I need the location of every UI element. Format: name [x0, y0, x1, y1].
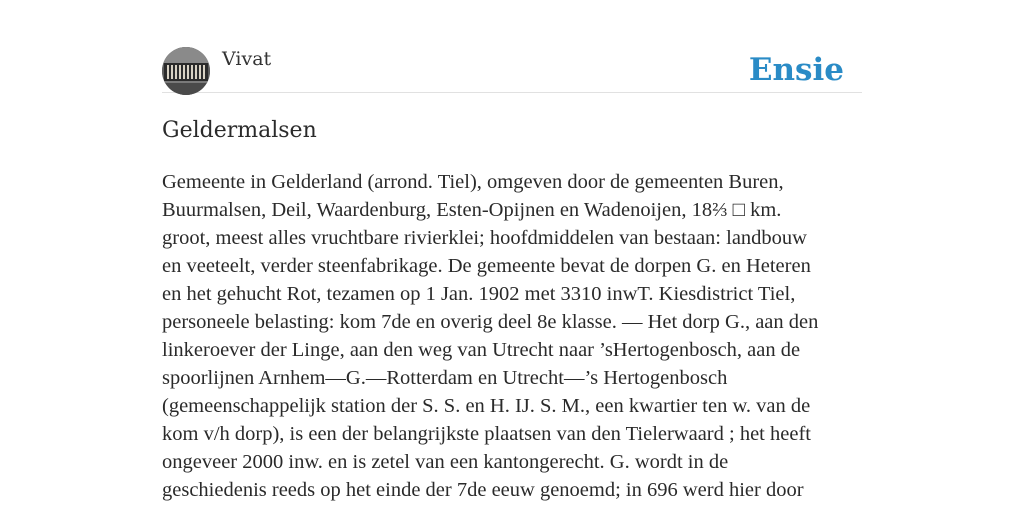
article-line: kom v/h dorp), is een der belangrijkste plaatsen van den Tielerwaard ; het heeft: [162, 423, 811, 445]
article-title: Geldermalsen: [162, 118, 317, 143]
page-header: [162, 46, 862, 93]
article-line: en veeteelt, verder steenfabrikage. De gemeente bevat de dorpen G. en Heteren: [162, 255, 811, 277]
article-line: geschiedenis reeds op het einde der 7de eeuw genoemd; in 696 werd hier door: [162, 479, 804, 501]
article-line: spoorlijnen Arnhem—G.—Rotterdam en Utrecht—’s Hertogenbosch: [162, 367, 728, 389]
article-body: [162, 168, 862, 504]
article-line: groot, meest alles vruchtbare rivierklei; hoofdmiddelen van bestaan: landbouw: [162, 227, 807, 249]
article-line: Buurmalsen, Deil, Waardenburg, Esten-Opijnen en Wadenoijen, 18⅔ □ km.: [162, 199, 782, 221]
author-avatar[interactable]: [162, 47, 210, 95]
article-line: linkeroever der Linge, aan den weg van Utrecht naar ’sHertogenbosch, aan de: [162, 339, 801, 361]
article-line: personeele belasting: kom 7de en overig deel 8e klasse. — Het dorp G., aan den: [162, 311, 819, 333]
article-line: ongeveer 2000 inw. en is zetel van een kantongerecht. G. wordt in de: [162, 451, 729, 473]
bookshelf-avatar-image: [162, 47, 210, 95]
article-line: (gemeenschappelijk station der S. S. en H. IJ. S. M., een kwartier ten w. van de: [162, 395, 811, 417]
article-line: en het gehucht Rot, tezamen op 1 Jan. 1902 met 3310 inwT. Kiesdistrict Tiel,: [162, 283, 796, 305]
article-line: Gemeente in Gelderland (arrond. Tiel), omgeven door de gemeenten Buren,: [162, 171, 784, 193]
author-name[interactable]: Vivat: [222, 48, 272, 70]
brand-logo[interactable]: Ensie: [748, 52, 844, 88]
